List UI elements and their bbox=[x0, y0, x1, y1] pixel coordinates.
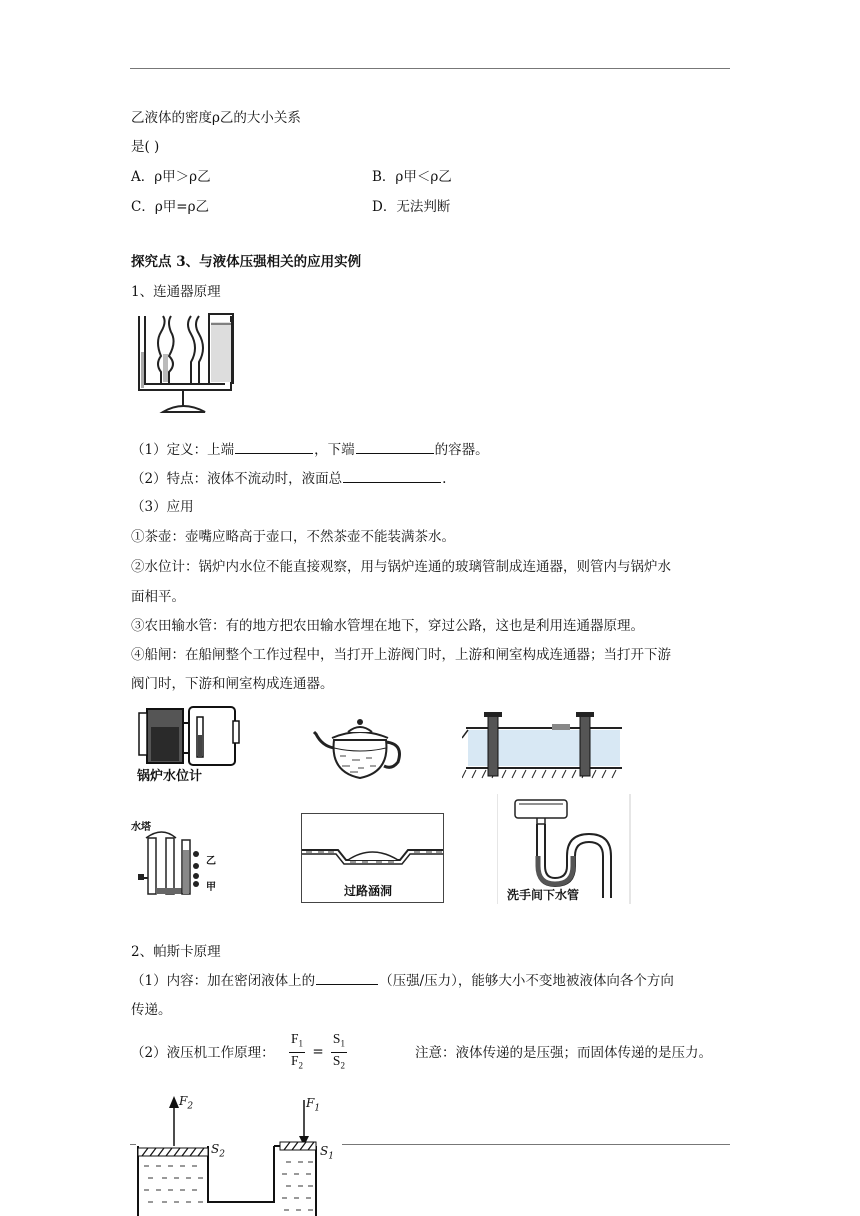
pascal-content-line1 bbox=[131, 969, 674, 989]
footer-rule-left bbox=[130, 1144, 136, 1145]
label-jia: 甲 bbox=[206, 882, 216, 893]
section-title: 探究点 3、与液体压强相关的应用实例 bbox=[131, 254, 362, 270]
label-f2 bbox=[179, 1094, 193, 1111]
subsection-pascal: 2、帕斯卡原理 bbox=[131, 944, 221, 960]
hydraulic-press-label: （2）液压机工作原理： bbox=[131, 1045, 275, 1061]
option-c: C．ρ甲=ρ乙 bbox=[131, 199, 210, 215]
culvert-caption: 过路涵洞 bbox=[344, 884, 393, 898]
lock-gate-figure bbox=[462, 708, 624, 786]
water-tower-caption: 水塔 bbox=[131, 822, 151, 833]
label-s2-letter: S bbox=[211, 1142, 220, 1156]
label-yi: 乙 bbox=[206, 856, 216, 867]
application-heading: （3）应用 bbox=[131, 499, 194, 515]
subsection-communicating-vessels: 1、连通器原理 bbox=[131, 284, 221, 300]
option-a: A．ρ甲＞ρ乙 bbox=[131, 169, 211, 185]
pascal-note: 注意：液体传递的是压强；而固体传递的是压力。 bbox=[415, 1045, 712, 1061]
option-d: D．无法判断 bbox=[372, 199, 451, 215]
pascal-content-text-b: （压强/压力），能够大小不变地被液体向各个方向 bbox=[379, 973, 674, 989]
option-b: B．ρ甲＜ρ乙 bbox=[372, 169, 452, 185]
formula-f2-sub: 2 bbox=[298, 1060, 304, 1071]
formula-equals: = bbox=[312, 1044, 324, 1061]
label-s2 bbox=[211, 1142, 225, 1159]
boiler-gauge-caption: 锅炉水位计 bbox=[137, 769, 203, 784]
label-f1-letter: F bbox=[306, 1096, 315, 1110]
pascal-content-text-a: （1）内容：加在密闭液体上的 bbox=[131, 973, 316, 989]
label-f2-sub: 2 bbox=[187, 1101, 194, 1112]
feature-text-a: （2）特点：液体不流动时，液面总 bbox=[131, 471, 343, 487]
footer-rule bbox=[342, 1144, 730, 1145]
formula-f2: F bbox=[291, 1052, 299, 1068]
formula-s1: S bbox=[332, 1031, 341, 1046]
blank-pressure-or-force[interactable] bbox=[316, 983, 378, 985]
formula-s2-sub: 2 bbox=[340, 1060, 345, 1071]
header-rule bbox=[130, 68, 730, 69]
definition-text-c: 的容器。 bbox=[434, 442, 489, 458]
pascal-content-line2: 传递。 bbox=[131, 1002, 172, 1018]
label-f1-sub: 1 bbox=[314, 1103, 321, 1114]
application-water-gauge-1: ②水位计：锅炉内水位不能直接观察，用与锅炉连通的玻璃管制成连通器，则管内与锅炉水 bbox=[131, 559, 671, 575]
question-text-line1: 乙液体的密度ρ乙的大小关系 bbox=[131, 110, 301, 126]
formula-s1-sub: 1 bbox=[340, 1038, 345, 1049]
application-ship-lock-1: ④船闸：在船闸整个工作过程中，当打开上游阀门时，上游和闸室构成连通器；当打开下游 bbox=[131, 647, 671, 663]
application-irrigation: ③农田输水管：有的地方把农田输水管埋在地下，穿过公路，这也是利用连通器原理。 bbox=[131, 618, 644, 634]
formula-f1-sub: 1 bbox=[298, 1038, 304, 1049]
feature-line bbox=[131, 467, 446, 487]
label-s1-letter: S bbox=[320, 1144, 329, 1158]
formula-s2: S bbox=[332, 1052, 341, 1068]
force-ratio bbox=[289, 1031, 305, 1073]
application-water-gauge-2: 面相平。 bbox=[131, 589, 185, 605]
definition-text-a: （1）定义：上端 bbox=[131, 442, 235, 458]
label-f2-letter: F bbox=[179, 1094, 188, 1108]
drain-pipe-caption: 洗手间下水管 bbox=[507, 888, 580, 902]
feature-text-b: . bbox=[442, 471, 447, 487]
label-f1 bbox=[306, 1096, 320, 1113]
label-s1-sub: 1 bbox=[328, 1151, 334, 1162]
formula-f1: F bbox=[291, 1031, 299, 1046]
application-teapot: ①茶壶：壶嘴应略高于壶口，不然茶壶不能装满茶水。 bbox=[131, 529, 455, 545]
label-s2-sub: 2 bbox=[219, 1149, 225, 1160]
hydraulic-formula bbox=[289, 1031, 347, 1073]
blank-top-end[interactable] bbox=[235, 452, 313, 454]
blank-bottom-end[interactable] bbox=[356, 452, 434, 454]
communicating-vessel-figure bbox=[133, 312, 239, 422]
application-ship-lock-2: 阀门时，下游和闸室构成连通器。 bbox=[131, 676, 334, 692]
area-ratio bbox=[331, 1031, 347, 1073]
definition-text-b: ，下端 bbox=[314, 442, 355, 458]
question-text-line2: 是( ) bbox=[131, 139, 160, 155]
teapot-figure bbox=[312, 708, 408, 782]
blank-liquid-level[interactable] bbox=[343, 481, 441, 483]
definition-line bbox=[131, 438, 489, 458]
label-s1 bbox=[320, 1144, 334, 1161]
